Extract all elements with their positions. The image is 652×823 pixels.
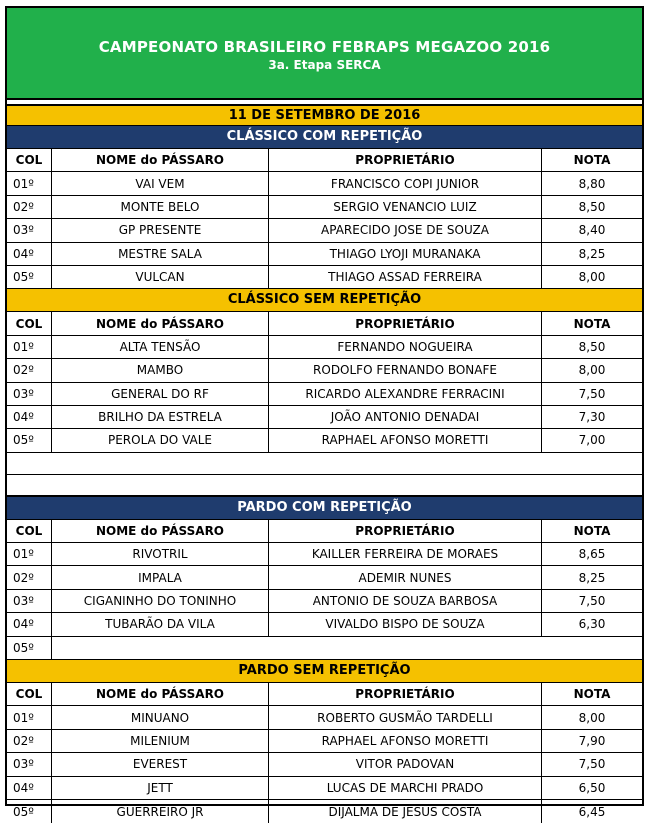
page-subtitle: 3a. Etapa SERCA bbox=[268, 58, 381, 72]
owner-cell: THIAGO ASSAD FERREIRA bbox=[269, 266, 542, 288]
score-cell: 6,30 bbox=[578, 617, 606, 632]
placement-cell: 02º bbox=[7, 359, 52, 381]
score-cell: 8,25 bbox=[578, 570, 606, 585]
score-cell: 8,00 bbox=[578, 710, 606, 725]
placement-cell: 05º bbox=[7, 266, 52, 288]
owner-cell: SERGIO VENANCIO LUIZ bbox=[269, 196, 542, 218]
section-title-classico-sem: CLÁSSICO SEM REPETIÇÃO bbox=[7, 289, 642, 312]
placement-cell: 02º bbox=[7, 196, 52, 218]
bird-header: NOME do PÁSSARO bbox=[52, 312, 269, 334]
table-row bbox=[7, 800, 642, 823]
owner-cell: RAPHAEL AFONSO MORETTI bbox=[269, 730, 542, 752]
bird-cell: PEROLA DO VALE bbox=[52, 429, 269, 451]
score-cell: 8,80 bbox=[578, 176, 606, 191]
table-row bbox=[7, 406, 642, 429]
bird-cell: ALTA TENSÃO bbox=[52, 336, 269, 358]
placement-cell: 03º bbox=[7, 753, 52, 775]
table-row bbox=[7, 590, 642, 613]
bird-cell: GENERAL DO RF bbox=[52, 383, 269, 405]
owner-cell: VITOR PADOVAN bbox=[269, 753, 542, 775]
bird-cell: TUBARÃO DA VILA bbox=[52, 613, 269, 635]
placement-cell: 05º bbox=[7, 800, 52, 823]
bird-cell: VAI VEM bbox=[52, 172, 269, 194]
placement-cell: 03º bbox=[7, 383, 52, 405]
owner-cell: FERNANDO NOGUEIRA bbox=[269, 336, 542, 358]
placement-cell: 04º bbox=[7, 777, 52, 799]
table-header bbox=[7, 312, 642, 335]
owner-cell: RODOLFO FERNANDO BONAFE bbox=[269, 359, 542, 381]
table-header bbox=[7, 520, 642, 543]
table-row bbox=[7, 219, 642, 242]
bird-header: NOME do PÁSSARO bbox=[52, 149, 269, 171]
placement-cell: 02º bbox=[7, 730, 52, 752]
score-cell: 7,30 bbox=[578, 410, 606, 425]
table-row bbox=[7, 706, 642, 729]
bird-header: NOME do PÁSSARO bbox=[52, 683, 269, 705]
bird-cell: MAMBO bbox=[52, 359, 269, 381]
section-title-pardo-com: PARDO COM REPETIÇÃO bbox=[7, 497, 642, 520]
placement-cell: 01º bbox=[7, 172, 52, 194]
score-cell: 7,50 bbox=[578, 757, 606, 772]
bird-cell: MESTRE SALA bbox=[52, 243, 269, 265]
table-header bbox=[7, 683, 642, 706]
col-header: COL bbox=[7, 312, 52, 334]
score-header: NOTA bbox=[573, 316, 611, 331]
table-row bbox=[7, 359, 642, 382]
bird-cell: MILENIUM bbox=[52, 730, 269, 752]
score-cell: 6,45 bbox=[578, 804, 606, 819]
owner-cell: LUCAS DE MARCHI PRADO bbox=[269, 777, 542, 799]
score-cell: 8,25 bbox=[578, 246, 606, 261]
score-header: NOTA bbox=[573, 523, 611, 538]
spacer-row bbox=[7, 453, 642, 475]
score-header: NOTA bbox=[573, 153, 611, 168]
score-cell: 8,50 bbox=[578, 339, 606, 354]
placement-cell: 04º bbox=[7, 613, 52, 635]
bird-cell: CIGANINHO DO TONINHO bbox=[52, 590, 269, 612]
col-header: COL bbox=[7, 149, 52, 171]
table-row bbox=[7, 196, 642, 219]
results-sheet bbox=[5, 6, 644, 819]
owner-cell: VIVALDO BISPO DE SOUZA bbox=[269, 613, 542, 635]
table-row bbox=[7, 429, 642, 452]
placement-cell: 02º bbox=[7, 566, 52, 588]
bird-cell: MONTE BELO bbox=[52, 196, 269, 218]
owner-cell: THIAGO LYOJI MURANAKA bbox=[269, 243, 542, 265]
score-cell: 8,65 bbox=[578, 547, 606, 562]
owner-cell: ROBERTO GUSMÃO TARDELLI bbox=[269, 706, 542, 728]
placement-cell: 01º bbox=[7, 706, 52, 728]
section-title-classico-com: CLÁSSICO COM REPETIÇÃO bbox=[7, 126, 642, 149]
col-header: COL bbox=[7, 683, 52, 705]
score-cell: 7,90 bbox=[578, 734, 606, 748]
table-row bbox=[7, 777, 642, 800]
bird-cell: VULCAN bbox=[52, 266, 269, 288]
placement-cell: 01º bbox=[7, 543, 52, 565]
table-row bbox=[7, 266, 642, 289]
spacer-row bbox=[7, 475, 642, 497]
bird-cell: RIVOTRIL bbox=[52, 543, 269, 565]
bird-cell: EVEREST bbox=[52, 753, 269, 775]
bird-cell: JETT bbox=[52, 777, 269, 799]
score-cell: 8,40 bbox=[578, 223, 606, 238]
results-table bbox=[7, 104, 642, 823]
empty-cell bbox=[52, 637, 642, 659]
score-cell: 8,00 bbox=[578, 363, 606, 378]
owner-cell: ADEMIR NUNES bbox=[269, 566, 542, 588]
bird-cell: BRILHO DA ESTRELA bbox=[52, 406, 269, 428]
bird-cell: MINUANO bbox=[52, 706, 269, 728]
score-cell: 7,50 bbox=[578, 386, 606, 401]
table-row bbox=[7, 336, 642, 359]
table-row bbox=[7, 637, 642, 660]
col-header: COL bbox=[7, 520, 52, 542]
bird-header: NOME do PÁSSARO bbox=[52, 520, 269, 542]
table-row bbox=[7, 543, 642, 566]
owner-cell: RAPHAEL AFONSO MORETTI bbox=[269, 429, 542, 451]
owner-cell: ANTONIO DE SOUZA BARBOSA bbox=[269, 590, 542, 612]
placement-cell: 04º bbox=[7, 243, 52, 265]
score-cell: 7,00 bbox=[578, 433, 606, 448]
score-header: NOTA bbox=[573, 687, 611, 702]
owner-cell: FRANCISCO COPI JUNIOR bbox=[269, 172, 542, 194]
bird-cell: GP PRESENTE bbox=[52, 219, 269, 241]
table-row bbox=[7, 172, 642, 195]
owner-cell: JOÃO ANTONIO DENADAI bbox=[269, 406, 542, 428]
placement-cell: 05º bbox=[7, 637, 52, 659]
owner-header: PROPRIETÁRIO bbox=[269, 520, 542, 542]
table-row bbox=[7, 730, 642, 753]
owner-cell: DIJALMA DE JESUS COSTA bbox=[269, 800, 542, 823]
section-title-pardo-sem: PARDO SEM REPETIÇÃO bbox=[7, 660, 642, 683]
page-title: CAMPEONATO BRASILEIRO FEBRAPS MEGAZOO 2016 bbox=[98, 38, 551, 56]
owner-cell: RICARDO ALEXANDRE FERRACINI bbox=[269, 383, 542, 405]
bird-cell: GUERREIRO JR bbox=[52, 800, 269, 823]
bird-cell: IMPALA bbox=[52, 566, 269, 588]
table-row bbox=[7, 383, 642, 406]
placement-cell: 03º bbox=[7, 219, 52, 241]
owner-header: PROPRIETÁRIO bbox=[269, 149, 542, 171]
title-banner bbox=[7, 8, 642, 100]
table-row bbox=[7, 613, 642, 636]
table-header bbox=[7, 149, 642, 172]
owner-header: PROPRIETÁRIO bbox=[269, 683, 542, 705]
table-row bbox=[7, 753, 642, 776]
placement-cell: 04º bbox=[7, 406, 52, 428]
table-row bbox=[7, 243, 642, 266]
owner-cell: KAILLER FERREIRA DE MORAES bbox=[269, 543, 542, 565]
event-date: 11 DE SETEMBRO DE 2016 bbox=[7, 104, 642, 126]
score-cell: 8,50 bbox=[578, 199, 606, 214]
owner-header: PROPRIETÁRIO bbox=[269, 312, 542, 334]
table-row bbox=[7, 566, 642, 589]
score-cell: 6,50 bbox=[578, 780, 606, 795]
owner-cell: APARECIDO JOSE DE SOUZA bbox=[269, 219, 542, 241]
placement-cell: 01º bbox=[7, 336, 52, 358]
score-cell: 7,50 bbox=[578, 594, 606, 609]
placement-cell: 03º bbox=[7, 590, 52, 612]
placement-cell: 05º bbox=[7, 429, 52, 451]
score-cell: 8,00 bbox=[578, 270, 606, 285]
